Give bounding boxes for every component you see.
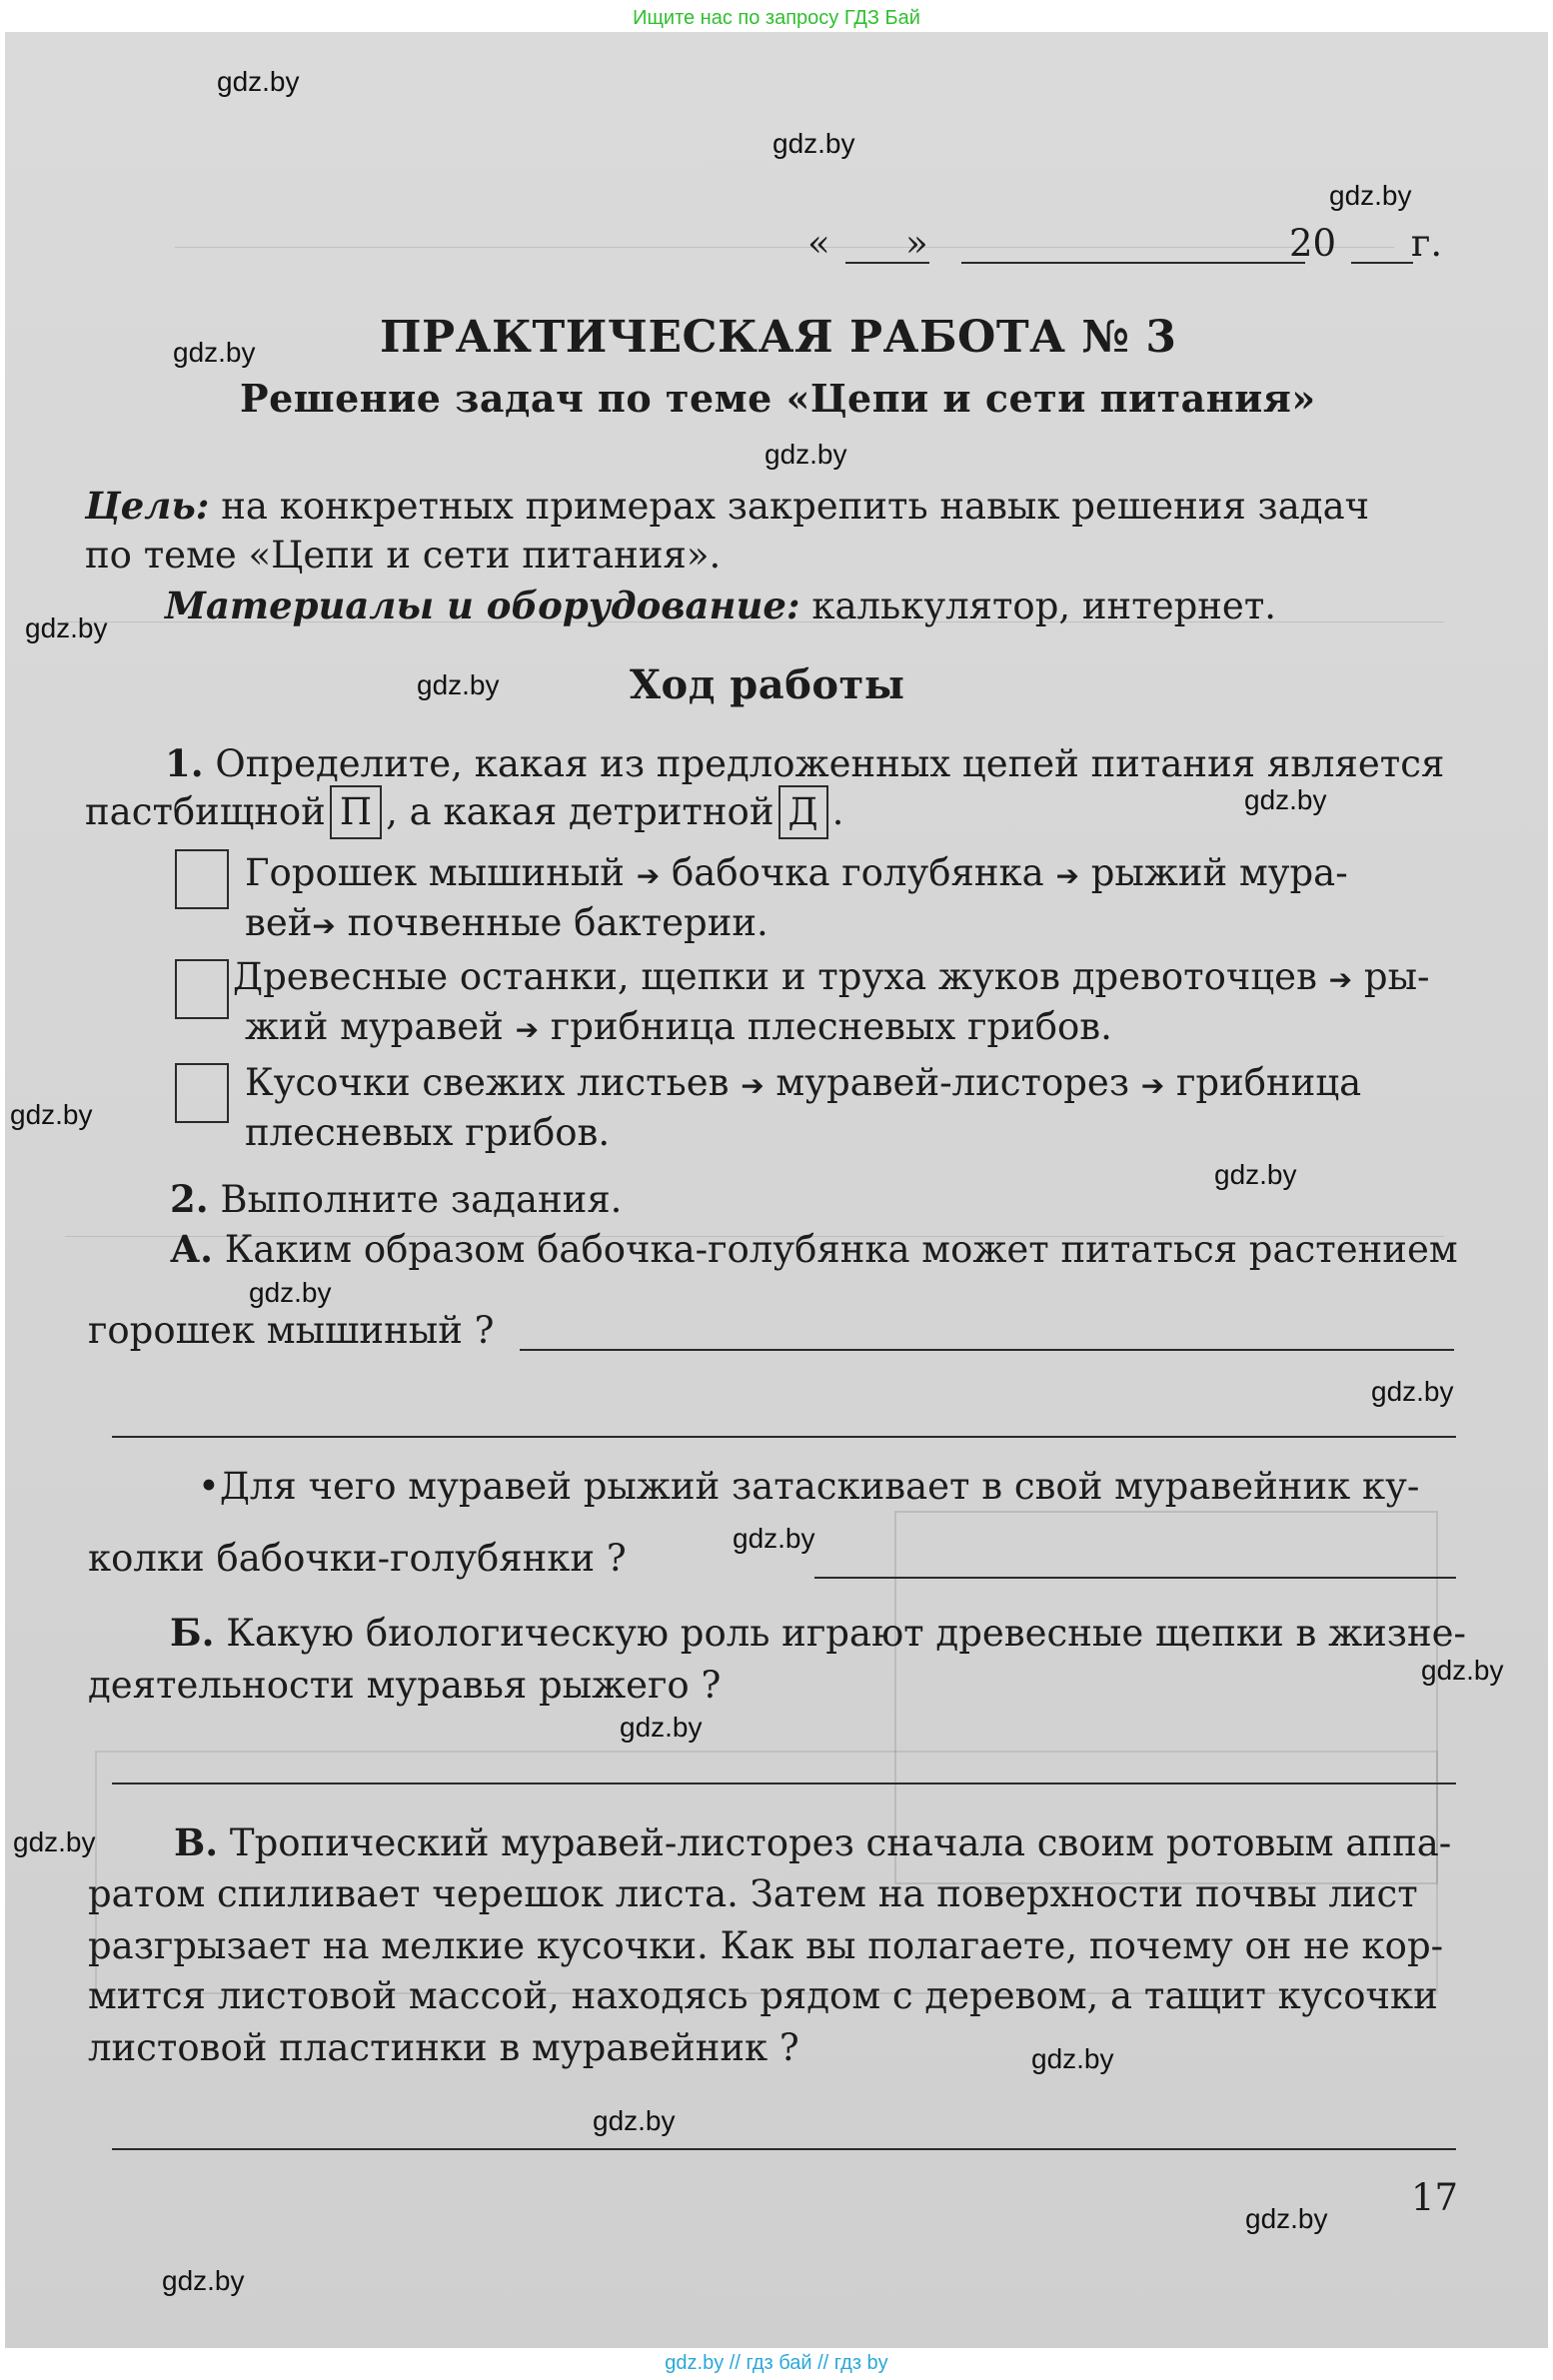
chain-item: Кусочки свежих листьев	[245, 1061, 730, 1104]
date-year-suffix: г.	[1411, 222, 1443, 265]
answer-line[interactable]	[520, 1349, 1454, 1351]
task2-v-label: В.	[174, 1820, 219, 1864]
task2-b-line-1	[170, 1611, 1466, 1655]
section-heading: Ход работы	[630, 661, 905, 708]
chain-item: Древесные останки, щепки и труха жуков древоточцев	[233, 955, 1317, 998]
answer-line[interactable]	[112, 2148, 1456, 2150]
page-subtitle: Решение задач по теме «Цепи и сети питания»	[240, 376, 1316, 421]
chain-item: муравей-листорез	[776, 1061, 1129, 1104]
arrow-icon: ➔	[1055, 859, 1079, 892]
date-year-blank	[1351, 262, 1413, 264]
goal-line-1	[85, 484, 1369, 528]
task2-a-line-1	[170, 1227, 1458, 1271]
task2-a-label: А.	[170, 1227, 214, 1271]
task2-v-text: Тропический муравей-листорез сначала своим ротовым аппа-	[218, 1821, 1452, 1864]
task2-heading-text: Выполните задания.	[208, 1178, 623, 1221]
watermark: gdz.by	[13, 1826, 96, 1857]
chain-item: грибница плесневых грибов.	[550, 1005, 1112, 1048]
chain-item: жий муравей	[245, 1005, 504, 1048]
goal-text: на конкретных примерах закрепить навык решения задач	[209, 485, 1370, 528]
watermark: gdz.by	[1244, 784, 1327, 815]
watermark: gdz.by	[1371, 1376, 1454, 1407]
chain-item: вей	[245, 901, 313, 944]
page-number: 17	[1411, 2176, 1459, 2219]
task2-a2-line-2: колки бабочки-голубянки ?	[88, 1537, 627, 1580]
watermark: gdz.by	[10, 1099, 93, 1130]
task2-v-line-1	[174, 1820, 1451, 1864]
detritus-box: Д	[778, 785, 828, 839]
task2-heading	[170, 1177, 622, 1221]
chain-2-line-2	[245, 1005, 1112, 1048]
arrow-icon: ➔	[312, 909, 336, 942]
watermark: gdz.by	[1214, 1159, 1297, 1190]
watermark: gdz.by	[620, 1712, 703, 1743]
task2-a-line-2: горошек мышиный ?	[88, 1309, 495, 1352]
watermark: gdz.by	[765, 439, 847, 470]
task1-text: Определите, какая из предложенных цепей питания является	[203, 742, 1445, 785]
watermark: gdz.by	[733, 1523, 815, 1554]
chain-item: грибница	[1176, 1061, 1362, 1104]
chain-1-line-2	[245, 901, 769, 944]
goal-label: Цель:	[85, 484, 210, 528]
chain-3-answer-box[interactable]	[175, 1063, 229, 1123]
arrow-icon: ➔	[1140, 1069, 1165, 1102]
chain-2-line-1	[233, 955, 1430, 998]
task2-b-label: Б.	[170, 1611, 215, 1655]
bleed-line	[175, 247, 1394, 248]
answer-line[interactable]	[112, 1783, 1456, 1785]
arrow-icon: ➔	[636, 859, 661, 892]
chain-2-answer-box[interactable]	[175, 959, 229, 1019]
top-banner[interactable]: Ищите нас по запросу ГДЗ Бай	[633, 7, 920, 29]
task1-detritus-text: , а какая детритной	[386, 790, 775, 833]
watermark: gdz.by	[1329, 180, 1412, 211]
watermark: gdz.by	[217, 66, 300, 97]
task2-a2-line-1: •Для чего муравей рыжий затаскивает в свой муравейник ку-	[198, 1465, 1420, 1508]
pasture-box: П	[330, 785, 382, 839]
chain-3-line-2: плесневых грибов.	[245, 1111, 611, 1154]
task2-v-line-5: листовой пластинки в муравейник ?	[88, 2026, 799, 2069]
watermark: gdz.by	[173, 337, 256, 368]
task2-b-text: Какую биологическую роль играют древесные щепки в жизне-	[214, 1612, 1467, 1655]
answer-line[interactable]	[814, 1577, 1456, 1579]
task2-v-line-2: ратом спиливает черешок листа. Затем на поверхности почвы лист	[88, 1872, 1418, 1915]
watermark: gdz.by	[25, 612, 108, 643]
arrow-icon: ➔	[1328, 963, 1353, 996]
task1-pasture-text: пастбищной	[85, 790, 326, 833]
chain-item: бабочка голубянка	[671, 851, 1044, 894]
watermark: gdz.by	[162, 2265, 245, 2296]
chain-item: почвенные бактерии.	[347, 901, 769, 944]
chain-3-line-1	[245, 1061, 1361, 1104]
task1-period: .	[831, 790, 844, 833]
task2-v-line-3: разгрызает на мелкие кусочки. Как вы полагаете, почему он не кор-	[88, 1924, 1444, 1967]
task1-line-1	[165, 741, 1444, 785]
arrow-icon: ➔	[515, 1013, 540, 1046]
chain-item: рыжий мура-	[1090, 851, 1348, 894]
task1-line-2	[85, 785, 843, 839]
chain-1-answer-box[interactable]	[175, 849, 229, 909]
task2-number: 2.	[170, 1177, 209, 1221]
materials-text: калькулятор, интернет.	[799, 585, 1277, 627]
materials-line	[165, 584, 1276, 627]
watermark: gdz.by	[417, 669, 500, 700]
bottom-banner[interactable]: gdz.by // гдз бай // гдз by	[665, 2352, 888, 2374]
task2-v-line-4: мится листовой массой, находясь рядом с деревом, а тащит кусочки	[88, 1974, 1438, 2017]
chain-item: ры-	[1363, 955, 1430, 998]
materials-label: Материалы и оборудование:	[165, 584, 800, 627]
date-open-quote: «	[807, 222, 830, 265]
answer-line[interactable]	[112, 1436, 1456, 1438]
arrow-icon: ➔	[741, 1069, 765, 1102]
watermark: gdz.by	[1421, 1655, 1504, 1686]
watermark: gdz.by	[249, 1277, 332, 1308]
watermark: gdz.by	[593, 2105, 676, 2136]
chain-1-line-1	[245, 851, 1348, 894]
goal-line-2: по теме «Цепи и сети питания».	[85, 534, 722, 577]
watermark: gdz.by	[773, 128, 855, 159]
task2-b-line-2: деятельности муравья рыжего ?	[88, 1664, 722, 1707]
page-title: ПРАКТИЧЕСКАЯ РАБОТА № 3	[380, 312, 1177, 363]
chain-item: Горошек мышиный	[245, 851, 625, 894]
date-year-prefix: 20	[1289, 222, 1337, 265]
watermark: gdz.by	[1031, 2043, 1114, 2074]
task1-number: 1.	[165, 741, 204, 785]
task2-a-text: Каким образом бабочка-голубянка может питаться растением	[213, 1228, 1458, 1271]
date-month-blank	[961, 262, 1305, 264]
watermark: gdz.by	[1245, 2203, 1328, 2234]
date-close-quote: »	[905, 222, 928, 265]
